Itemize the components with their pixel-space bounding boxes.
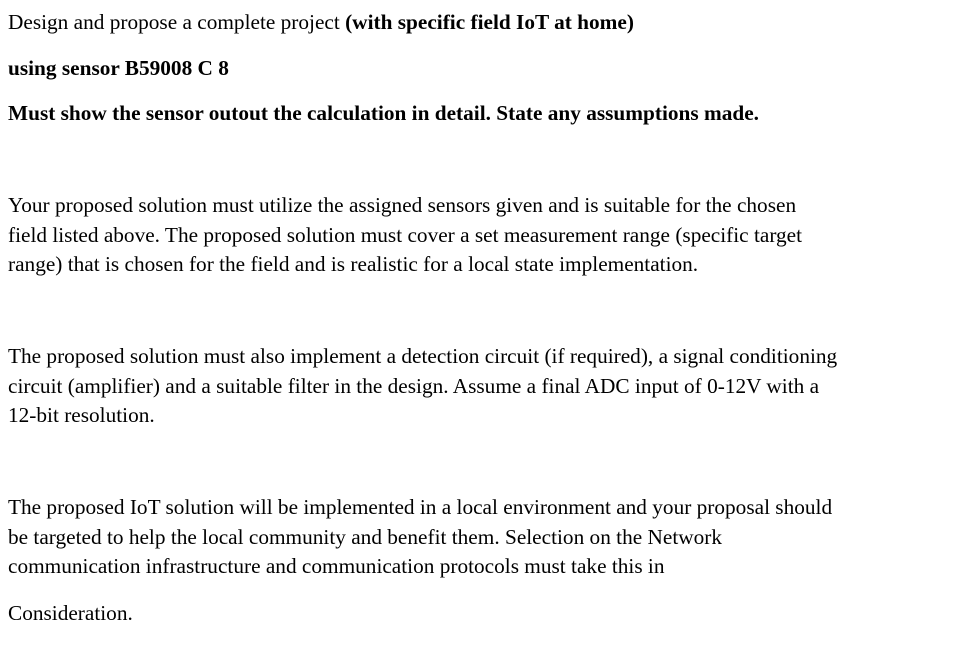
paragraph-circuit-requirements [8, 342, 946, 431]
closing-word: Consideration. [8, 601, 133, 625]
paragraph-line: field listed above. The proposed solution must cover a set measurement range (specific target [8, 222, 803, 247]
paragraph-line: Your proposed solution must utilize the assigned sensors given and is suitable for the chosen [8, 193, 797, 217]
project-title [8, 8, 946, 38]
paragraph-line: 12-bit resolution. [8, 403, 155, 428]
paragraph-line: The proposed IoT solution will be implemented in a local environment and your proposal should [8, 495, 833, 519]
paragraph-line: range) that is chosen for the field and is realistic for a local state implementation. [8, 252, 699, 277]
project-title-text: Design and propose a complete project [8, 10, 346, 34]
paragraph-line: communication infrastructure and communication protocols must take this in [8, 554, 665, 579]
paragraph-line: The proposed solution must also implement a detection circuit (if required), a signal conditioning [8, 344, 838, 368]
paragraph-solution-scope [8, 191, 946, 280]
project-field: (with specific field IoT at home) [345, 10, 634, 34]
paragraph-line: circuit (amplifier) and a suitable filter in the design. Assume a final ADC input of 0-12V with a [8, 373, 820, 398]
requirement-line: Must show the sensor outout the calculation in detail. State any assumptions made. [8, 101, 759, 125]
paragraph-line: be targeted to help the local community and benefit them. Selection on the Network [8, 524, 723, 549]
paragraph-local-environment [8, 493, 946, 582]
sensor-line: using sensor B59008 C 8 [8, 56, 229, 80]
